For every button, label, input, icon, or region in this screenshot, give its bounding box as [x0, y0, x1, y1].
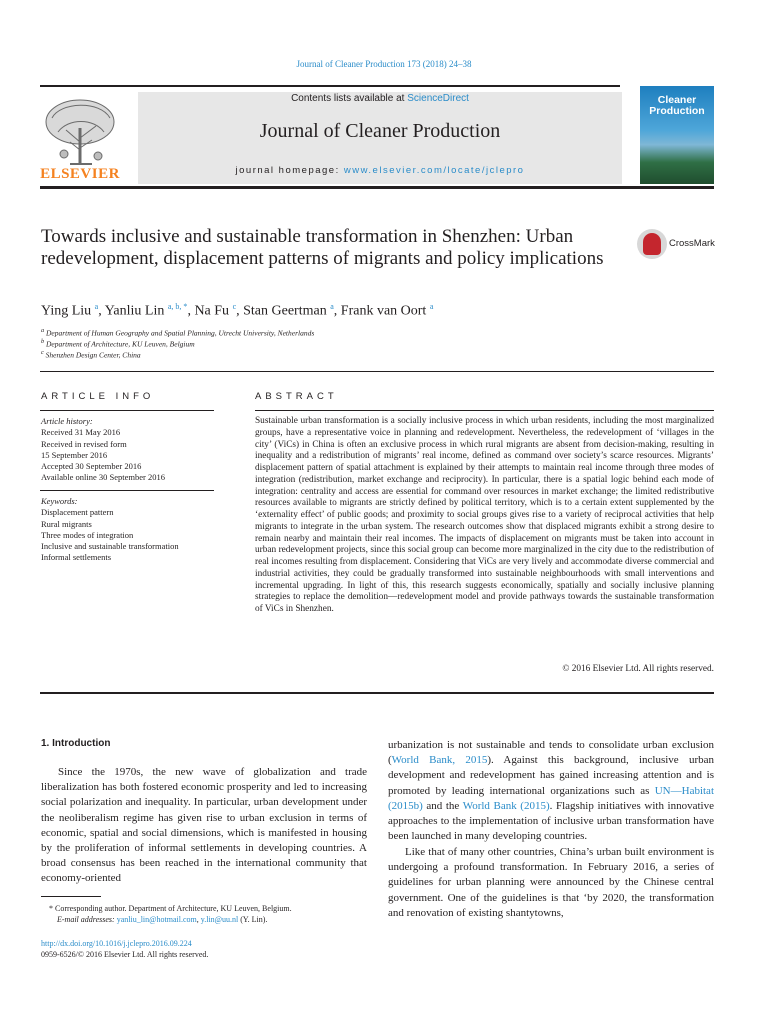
- paper-title: Towards inclusive and sustainable transformation in Shenzhen: Urban redevelopment, displacement patterns of migrants and policy implications: [41, 226, 604, 269]
- keywords: [41, 496, 215, 564]
- header-bottom-rule: [40, 186, 714, 189]
- email-note: [57, 914, 267, 925]
- email-suffix: (Y. Lin).: [238, 915, 268, 924]
- email-link[interactable]: y.lin@uu.nl: [200, 915, 239, 924]
- keywords-label: Keywords:: [41, 496, 78, 506]
- body-text: . Flagship initiatives with innovative approaches to the implementation of inclusive urban transformation have been launched in many developing countries.: [388, 799, 714, 843]
- doi-link[interactable]: http://dx.doi.org/10.1016/j.jclepro.2016.09.224: [41, 939, 192, 948]
- article-info-rule: [40, 410, 214, 411]
- section-rule: [40, 371, 714, 372]
- affiliation: [41, 349, 141, 360]
- history-item: 15 September 2016: [41, 449, 108, 460]
- homepage-link[interactable]: www.elsevier.com/locate/jclepro: [343, 165, 525, 176]
- author-affil-mark[interactable]: a: [330, 302, 334, 311]
- author-name: Ying Liu: [41, 303, 92, 319]
- author-name: Na Fu: [194, 303, 230, 319]
- body-text: urbanization is not sustainable and tends to consolidate urban exclusion (: [388, 739, 714, 767]
- affiliation-mark: b: [41, 338, 45, 345]
- crossmark-badge-icon: [643, 233, 661, 255]
- footnote-rule: [41, 896, 101, 897]
- affiliation-text: Department of Human Geography and Spatial Planning, Utrecht University, Netherlands: [46, 328, 315, 338]
- homepage-prefix: journal homepage:: [235, 165, 344, 176]
- author-affil-mark[interactable]: c: [232, 302, 237, 311]
- article-history: [41, 416, 215, 484]
- contents-line: [138, 93, 622, 104]
- journal-citation[interactable]: Journal of Cleaner Production 173 (2018) 24–38: [296, 59, 472, 69]
- history-item: Available online 30 September 2016: [41, 472, 166, 483]
- affiliation: [41, 338, 195, 349]
- body-text: and the: [422, 799, 463, 812]
- doi-block: [41, 938, 208, 960]
- author-list: Ying Liu $^a$, Yanliu Lin $^{a, b, *}$, Na Fu $^c$, Stan Geertman $^a$, Frank van Oort $^a$: [41, 302, 434, 319]
- intro-paragraph-right: [388, 738, 714, 844]
- abstract-text: Sustainable urban transformation is a socially inclusive process in which urban residents, including the most marginalized groups, have a representative voice in planning and redevelopment. Nevertheless, the redevelopment of ‘villages in the city’ (ViCs) in China is often an exclusive process in which rural migrants are absent from decision-making, resulting in inequality and a redistribution of migrants’ real income, defined as command over society’s scarce resources. Migrants’ displacement pattern of spatial attachment is explained by their attempts to maintain real income through three modes of integration (redistribution, market exchange and reciprocity). In particular, there is a spatial logic behind each mode of integration: centrality and access are essential for command over resources in market exchange; the limited redistributive resources available to migrants are strictly defined by political territory, which is to a certain extent supplemented by the ‘externality effect’ of public goods; and proximity to social groups gives rise to a variety of reciprocal activities that help migrants to integrate in the urban system. The research outcomes show that displaced migrants exhibit a strong desire to remain nearby and maintain their real incomes. The impacts of displacement on migrants must be taken into account in urban redevelopment projects, since this social group can become more marginalized in the city due to the redistribution of real incomes resulting from displacement. Considering that ViCs are very lively and accommodate diverse commercial and industrial activities, they could be gradually transformed into sustainable neighbourhoods with small interventions and incremental upgrading. In light of this, this research suggests economically, spatially and socially inclusive planning strategies to replace the demolition—redevelopment model and provide pathways towards the sustainable transformation of ViCs in Shenzhen.: [255, 416, 714, 614]
- elsevier-wordmark[interactable]: ELSEVIER: [40, 166, 120, 182]
- keyword-item: Displacement pattern: [41, 507, 114, 518]
- corresponding-author-note: * Corresponding author. Department of Architecture, KU Leuven, Belgium.: [49, 904, 292, 913]
- abstract-bottom-rule: [40, 692, 714, 694]
- cover-title: [640, 95, 714, 117]
- keyword-item: Rural migrants: [41, 518, 92, 529]
- citation-link[interactable]: World Bank, 2015: [391, 754, 488, 767]
- intro-paragraph-left: Since the 1970s, the new wave of globalization and trade liberalization has both fostered economic prosperity and led to increasing social polarization and inequality. In particular, urban development under the neoliberalism regime has given rise to urban exclusion in terms of economic, spatial and social dimensions, which is manifested in housing by the proliferation of informal settlements in developing countries. A broad consensus has been reached in the international community that economy-oriented: [41, 766, 367, 885]
- contents-prefix: Contents lists available at: [291, 93, 408, 104]
- abstract-rule: [255, 410, 714, 411]
- issn-line: 0959-6526/© 2016 Elsevier Ltd. All rights reserved.: [41, 950, 209, 959]
- article-history-label: Article history:: [41, 416, 93, 426]
- cover-title-line-2: Production: [649, 105, 705, 117]
- abstract-heading: ABSTRACT: [255, 391, 338, 402]
- journal-title: Journal of Cleaner Production: [259, 120, 501, 142]
- affiliation-text: Department of Architecture, KU Leuven, Belgium: [46, 339, 195, 349]
- affiliation-text: Shenzhen Design Center, China: [45, 350, 141, 360]
- abstract-copyright: © 2016 Elsevier Ltd. All rights reserved.: [562, 664, 714, 674]
- sciencedirect-link[interactable]: ScienceDirect: [407, 93, 469, 104]
- keywords-rule: [40, 490, 214, 491]
- author-name: Frank van Oort: [340, 303, 427, 319]
- keyword-item: Informal settlements: [41, 552, 112, 563]
- author-affil-mark[interactable]: a, b, *: [167, 302, 188, 311]
- history-item: Received in revised form: [41, 438, 127, 449]
- affiliation-mark: a: [41, 327, 45, 334]
- section-heading: 1. Introduction: [41, 738, 111, 749]
- author-name: Yanliu Lin: [104, 303, 165, 319]
- keyword-item: Three modes of integration: [41, 529, 134, 540]
- history-item: Received 31 May 2016: [41, 427, 121, 438]
- author-affil-mark[interactable]: a: [94, 302, 99, 311]
- email-link[interactable]: yanliu_lin@hotmail.com: [116, 915, 197, 924]
- email-label: E-mail addresses:: [57, 915, 115, 924]
- article-info-heading: ARTICLE INFO: [41, 391, 155, 402]
- header-top-rule: [40, 85, 620, 87]
- crossmark-label[interactable]: CrossMark: [669, 238, 715, 249]
- history-item: Accepted 30 September 2016: [41, 461, 142, 472]
- journal-homepage: [138, 165, 622, 176]
- citation-link[interactable]: World Bank (2015): [462, 799, 550, 812]
- author-affil-mark[interactable]: a: [429, 302, 434, 311]
- body-text: ). Against this background, inclusive urban development and redevelopment has gained increasing attention and is promoted by leading international organizations such as: [388, 754, 714, 797]
- email-separator: ,: [196, 915, 201, 924]
- cover-title-line-1: Cleaner: [657, 94, 697, 106]
- citation-link[interactable]: UN—Habitat (2015b): [388, 784, 714, 812]
- affiliation-mark: c: [41, 349, 44, 356]
- author-name: Stan Geertman: [243, 303, 327, 319]
- affiliation: [41, 327, 314, 338]
- intro-paragraph-right-2: Like that of many other countries, China’s urban built environment is undergoing a profound transformation. In February 2016, a series of guidelines for urban planning were announced by the Chinese central government. One of the guidelines is that ‘by 2020, the transformation and renovation of existing shantytowns,: [388, 846, 714, 919]
- keyword-item: Inclusive and sustainable transformation: [41, 541, 179, 552]
